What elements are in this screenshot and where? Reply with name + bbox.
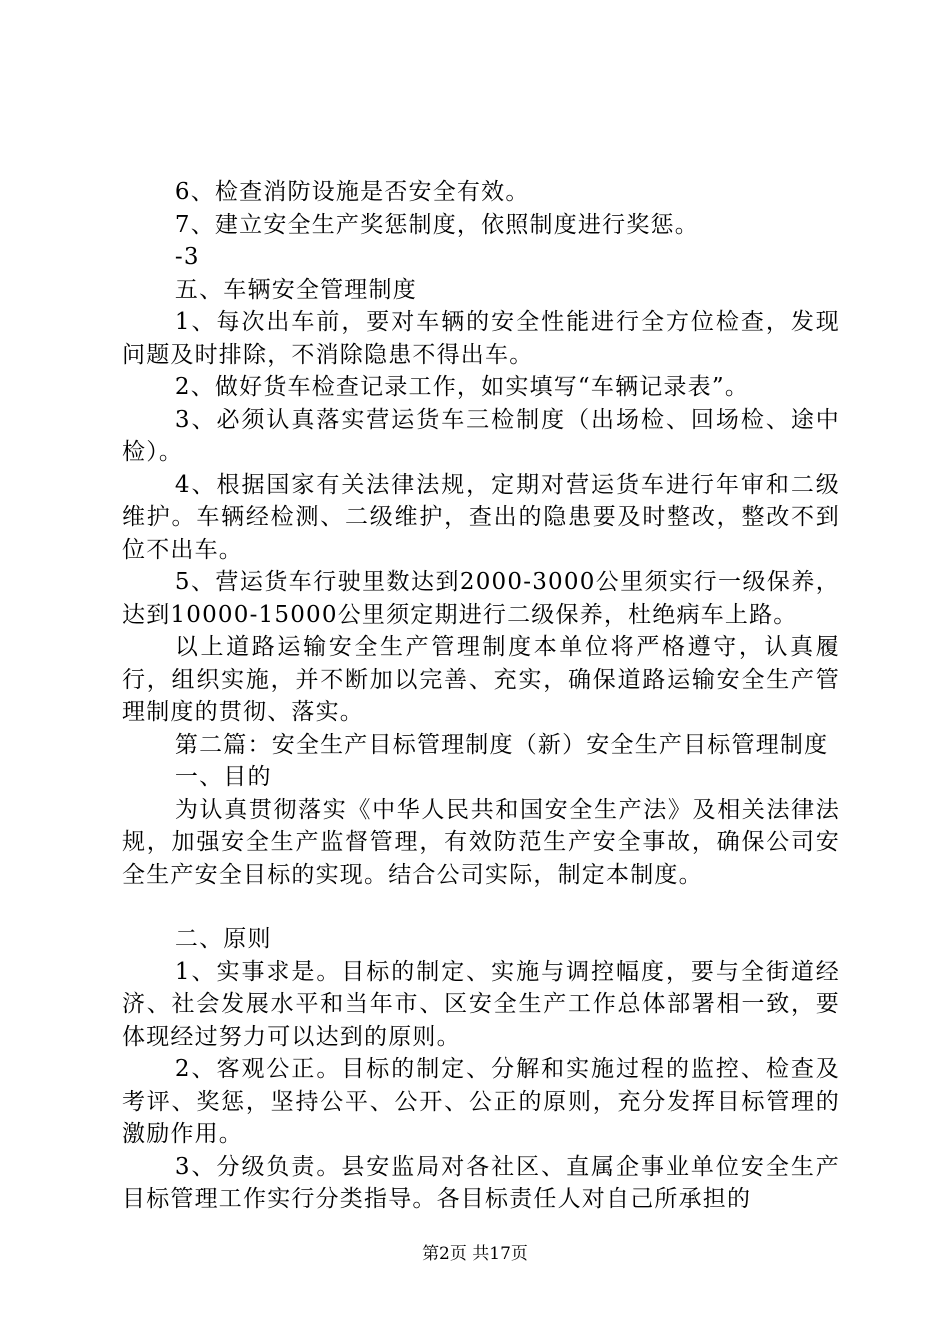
paragraph-purpose: 为认真贯彻落实《中华人民共和国安全生产法》及相关法律法规，加强安全生产监督管理，有效防范生产安全事故，确保公司安全生产安全目标的实现。结合公司实际，制定本制度。	[122, 796, 840, 888]
paragraph-principle-1: 1、实事求是。目标的制定、实施与调控幅度，要与全街道经济、社会发展水平和当年市、区安全生产工作总体部署相一致，要体现经过努力可以达到的原则。	[122, 958, 840, 1050]
paragraph-vehicle-item-3: 3、必须认真落实营运货车三检制度（出场检、回场检、途中检）。	[122, 406, 840, 465]
page-footer	[0, 1244, 950, 1264]
paragraph-vehicle-item-4: 4、根据国家有关法律法规，定期对营运货车进行年审和二级维护。车辆经检测、二级维护，查出的隐患要及时整改，整改不到位不出车。	[122, 471, 840, 563]
paragraph-vehicle-item-1: 1、每次出车前，要对车辆的安全性能进行全方位检查，发现问题及时排除，不消除隐患不得出车。	[122, 309, 840, 368]
paragraph-principle-3: 3、分级负责。县安监局对各社区、直属企事业单位安全生产目标管理工作实行分类指导。各目标责任人对自己所承担的	[122, 1153, 840, 1212]
document-body	[122, 176, 840, 1216]
paragraph-summary: 以上道路运输安全生产管理制度本单位将严格遵守，认真履行，组织实施，并不断加以完善、充实，确保道路运输安全生产管理制度的贯彻、落实。	[122, 634, 840, 725]
paragraph-vehicle-item-2: 2、做好货车检查记录工作，如实填写“车辆记录表”。	[174, 374, 750, 400]
section-heading-principles: 二、原则	[174, 926, 272, 952]
page-fragment-text: -3	[174, 244, 200, 270]
page-number-label: 第2页 共17页	[422, 1244, 528, 1264]
paragraph-principle-2: 2、客观公正。目标的制定、分解和实施过程的监控、检查及考评、奖惩，坚持公平、公开、公正的原则，充分发挥目标管理的激励作用。	[122, 1056, 840, 1147]
paragraph-item-6: 6、检查消防设施是否安全有效。	[174, 179, 530, 205]
paragraph-vehicle-item-5: 5、营运货车行驶里数达到2000-3000公里须实行一级保养，达到10000-15000公里须定期进行二级保养，杜绝病车上路。	[122, 569, 840, 628]
paragraph-item-7: 7、建立安全生产奖惩制度，依照制度进行奖惩。	[174, 211, 699, 238]
chapter-title: 第二篇：安全生产目标管理制度（新）安全生产目标管理制度	[174, 731, 829, 758]
section-heading-vehicle-safety: 五、车辆安全管理制度	[174, 276, 417, 303]
section-heading-purpose: 一、目的	[174, 764, 272, 790]
